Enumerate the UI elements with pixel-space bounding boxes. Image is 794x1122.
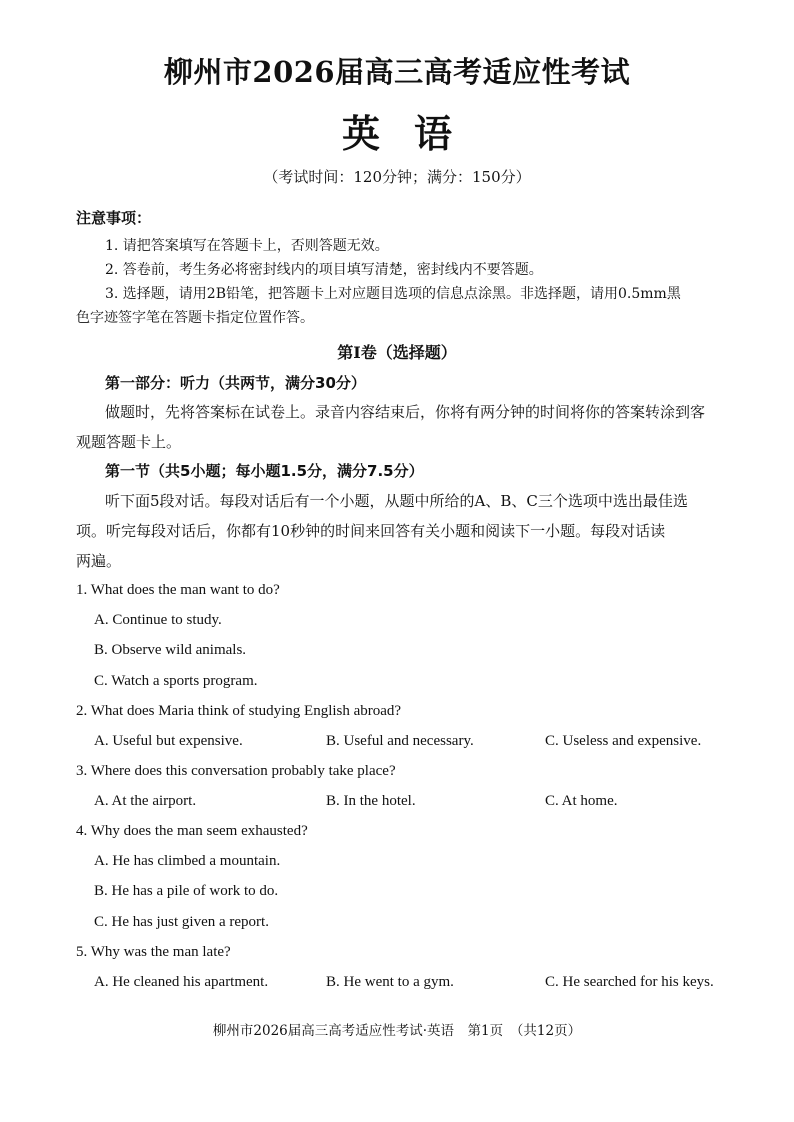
question-option: B. Useful and necessary.: [326, 733, 474, 749]
question-stem: 2. What does Maria think of studying English abroad?: [76, 703, 402, 719]
exam-meta: （考试时间：120分钟；满分：150分）: [263, 168, 531, 186]
sub-intro-line-1: 听下面5段对话。每段对话后有一个小题，从题中所给的A、B、C三个选项中选出最佳选: [105, 492, 688, 510]
page-footer: 柳州市2026届高三高考适应性考试·英语 第1页 （共12页）: [212, 1023, 582, 1039]
question-option: B. In the hotel.: [326, 793, 416, 809]
question-stem: 3. Where does this conversation probably take place?: [76, 763, 396, 779]
subject-title: 英语: [341, 111, 486, 156]
question-option: C. Watch a sports program.: [94, 673, 258, 689]
question-option: C. He has just given a report.: [94, 914, 269, 930]
part-intro-line-1: 做题时，先将答案标在试卷上。录音内容结束后，你将有两分钟的时间将你的答案转涂到客: [105, 403, 706, 421]
notice-item-3-line-1: 3. 选择题，请用2B铅笔，把答题卡上对应题目选项的信息点涂黑。非选择题，请用0.5mm黑: [105, 286, 681, 302]
question-stem: 5. Why was the man late?: [76, 944, 231, 960]
notice-item-2: 2. 答卷前，考生务必将密封线内的项目填写清楚，密封线内不要答题。: [105, 262, 543, 278]
question-option: A. He has climbed a mountain.: [94, 853, 281, 869]
question-option: C. At home.: [545, 793, 618, 809]
question-option: B. He went to a gym.: [326, 974, 454, 990]
part-heading: 第一部分：听力（共两节，满分30分）: [105, 374, 366, 392]
notice-heading: 注意事项：: [76, 209, 152, 227]
question-option: A. At the airport.: [94, 793, 197, 809]
sub-intro-line-2: 项。听完每段对话后，你都有10秒钟的时间来回答有关小题和阅读下一小题。每段对话读: [76, 522, 666, 540]
question-option: A. He cleaned his apartment.: [94, 974, 269, 990]
exam-title: 柳州市2026届高三高考适应性考试: [163, 55, 631, 89]
section-title: 第Ⅰ卷（选择题）: [337, 343, 457, 362]
sub-heading: 第一节（共5小题；每小题1.5分，满分7.5分）: [105, 462, 424, 480]
notice-item-1: 1. 请把答案填写在答题卡上，否则答题无效。: [105, 238, 389, 254]
notice-item-3-line-2: 色字迹签字笔在答题卡指定位置作答。: [76, 310, 314, 326]
question-option: C. Useless and expensive.: [545, 733, 702, 749]
question-option: B. Observe wild animals.: [94, 642, 247, 658]
question-option: B. He has a pile of work to do.: [94, 883, 279, 899]
question-stem: 4. Why does the man seem exhausted?: [76, 823, 308, 839]
part-intro-line-2: 观题答题卡上。: [76, 433, 182, 451]
sub-intro-line-3: 两遍。: [76, 552, 122, 570]
question-option: A. Continue to study.: [94, 612, 222, 628]
question-option: C. He searched for his keys.: [545, 974, 714, 990]
question-option: A. Useful but expensive.: [94, 733, 243, 749]
question-stem: 1. What does the man want to do?: [76, 582, 280, 598]
